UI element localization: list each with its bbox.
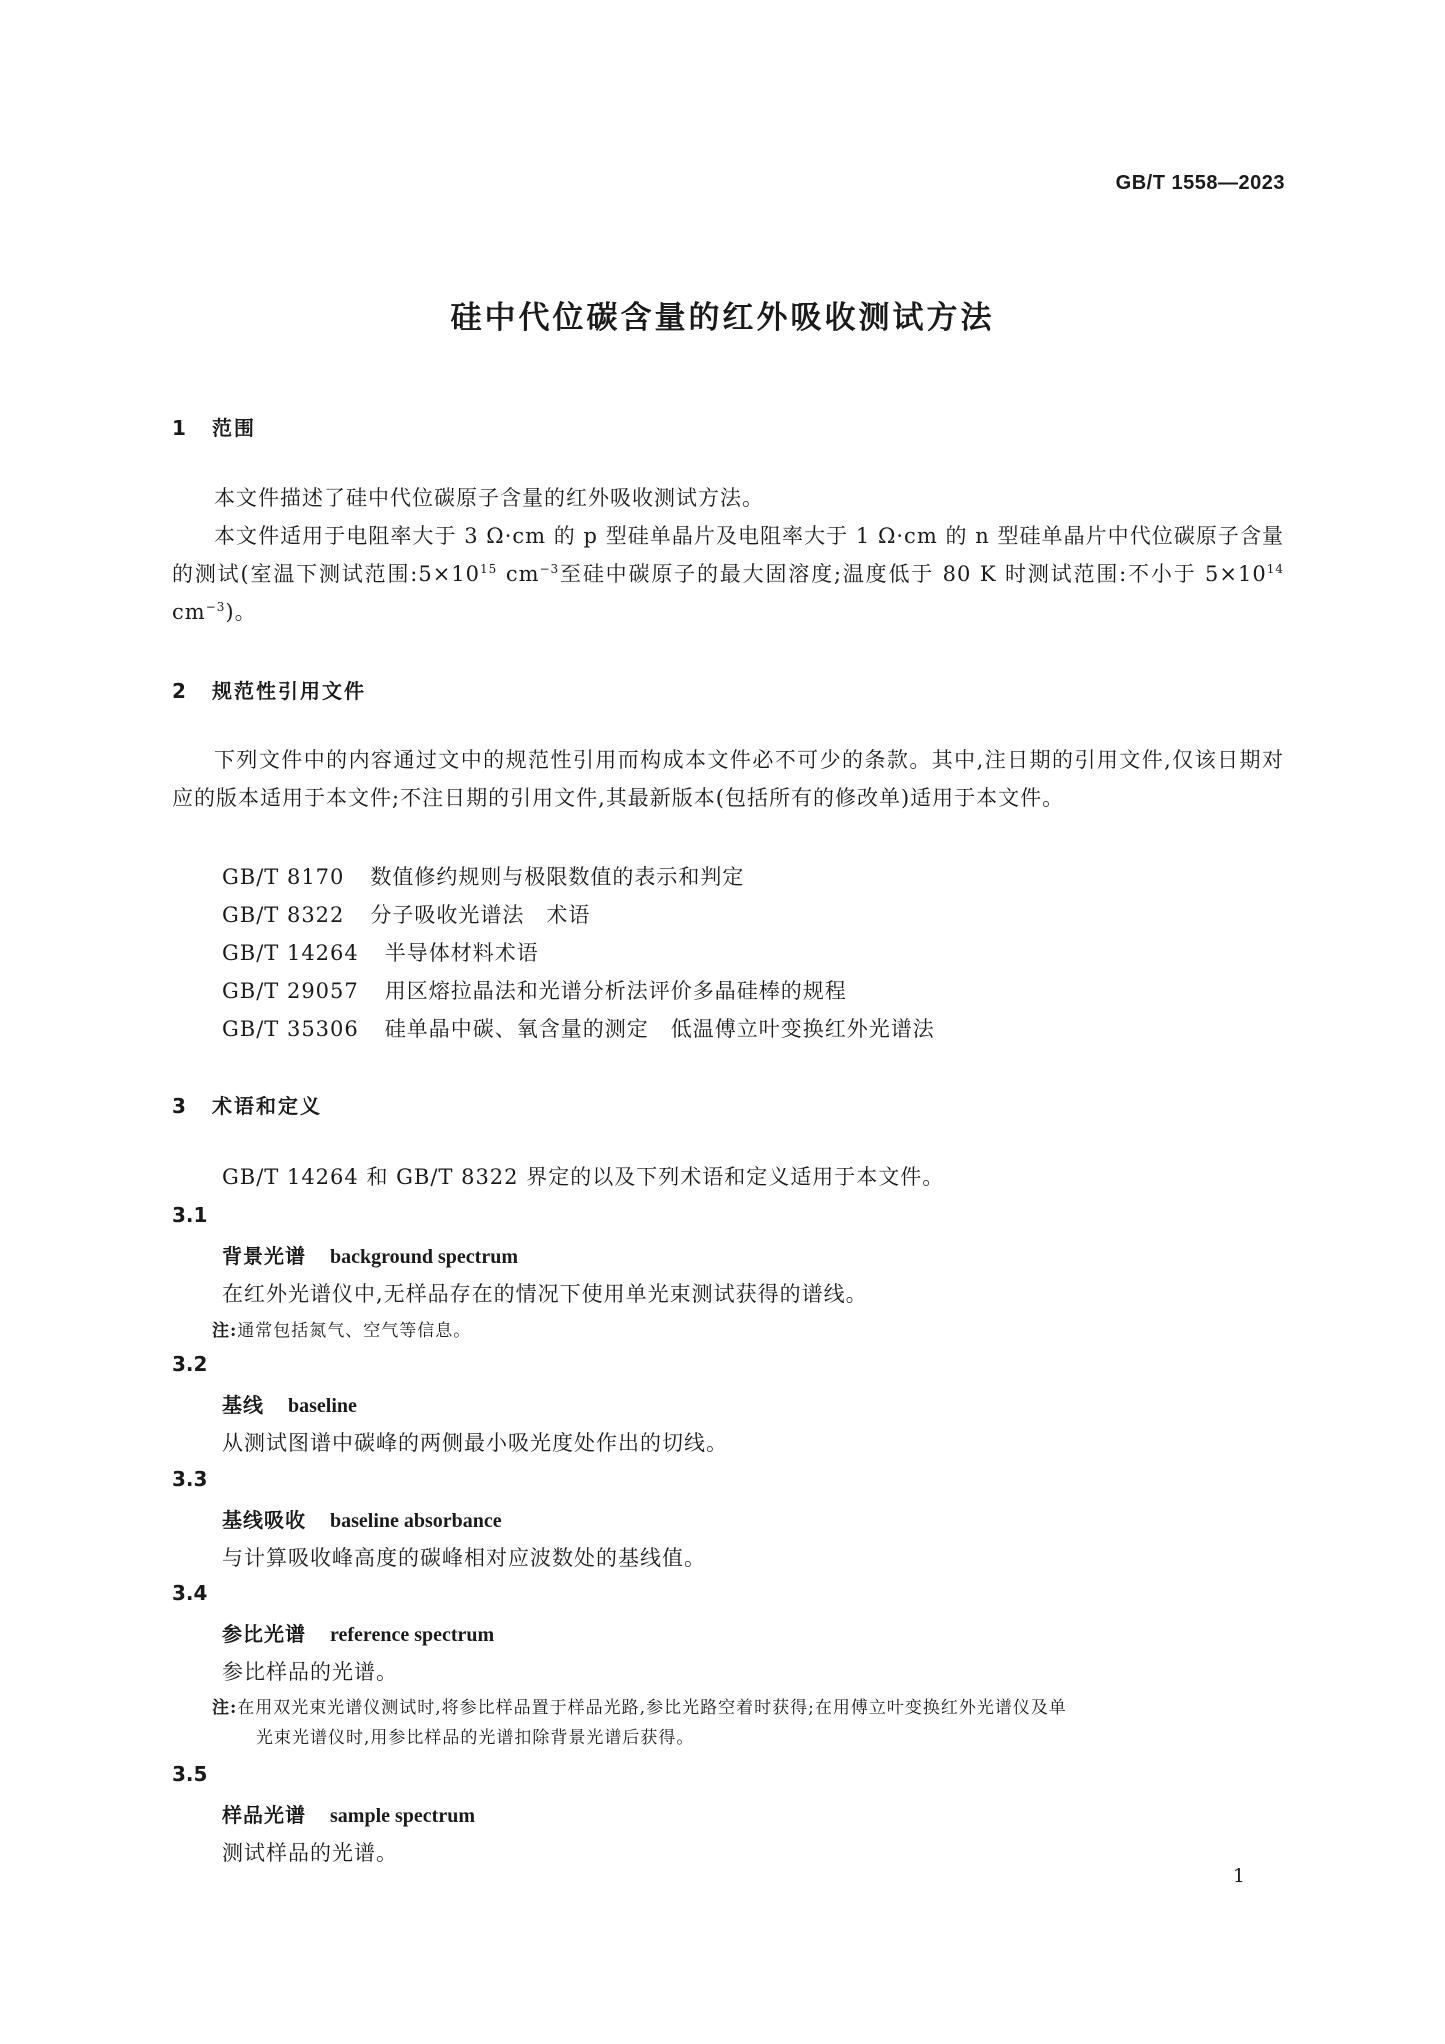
reference-item: GB/T 14264 半导体材料术语 bbox=[222, 941, 539, 965]
term-definition: 与计算吸收峰高度的碳峰相对应波数处的基线值。 bbox=[222, 1546, 706, 1570]
term-number: 3.3 bbox=[172, 1467, 208, 1491]
term-heading: 样品光谱 sample spectrum bbox=[222, 1803, 475, 1827]
section-3-heading bbox=[172, 1090, 322, 1119]
term-definition: 测试样品的光谱。 bbox=[222, 1841, 398, 1865]
term-note: 注:在用双光束光谱仪测试时,将参比样品置于样品光路,参比光路空着时获得;在用傅立叶变换红外光谱仪及单 光束光谱仪时,用参比样品的光谱扣除背景光谱后获得。 bbox=[212, 1698, 1067, 1748]
standard-number: GB/T 1558—2023 bbox=[1115, 172, 1285, 194]
section-1-heading bbox=[172, 412, 256, 441]
paragraph: 下列文件中的内容通过文中的规范性引用而构成本文件必不可少的条款。其中,注日期的引用文件,仅该日期对应的版本适用于本文件;不注日期的引用文件,其最新版本(包括所有的修改单)适用于本文件。 bbox=[172, 748, 1284, 810]
term-number: 3.5 bbox=[172, 1762, 208, 1786]
term-definition: 从测试图谱中碳峰的两侧最小吸光度处作出的切线。 bbox=[222, 1431, 728, 1455]
page-number: 1 bbox=[1232, 1865, 1245, 1887]
section-title: 规范性引用文件 bbox=[212, 679, 366, 703]
section-3-intro: GB/T 14264 和 GB/T 8322 界定的以及下列术语和定义适用于本文件。 bbox=[222, 1165, 945, 1189]
term-heading: 基线吸收 baseline absorbance bbox=[222, 1508, 502, 1532]
term-heading: 参比光谱 reference spectrum bbox=[222, 1622, 495, 1646]
term-number: 3.2 bbox=[172, 1352, 208, 1376]
section-1-body bbox=[172, 479, 1284, 631]
reference-item: GB/T 8170 数值修约规则与极限数值的表示和判定 bbox=[222, 865, 745, 889]
paragraph: 本文件描述了硅中代位碳原子含量的红外吸收测试方法。 bbox=[214, 486, 764, 510]
paragraph: 本文件适用于电阻率大于 3 Ω·cm 的 p 型硅单晶片及电阻率大于 1 Ω·cm 的 n 型硅单晶片中代位碳原子含量的测试(室温下测试范围$:5\times 10^{15}$ $cm^{-3}$至硅中碳原子的最大固溶度;温度低于 80 K 时测试范围:不小于 $5\times 10^{14}$ $cm^{-3}$)。 bbox=[172, 524, 1284, 624]
term-heading: 背景光谱 background spectrum bbox=[222, 1244, 518, 1268]
section-2-heading bbox=[172, 675, 366, 704]
reference-item: GB/T 29057 用区熔拉晶法和光谱分析法评价多晶硅棒的规程 bbox=[222, 979, 847, 1003]
section-title: 术语和定义 bbox=[212, 1094, 322, 1118]
term-definition: 在红外光谱仪中,无样品存在的情况下使用单光束测试获得的谱线。 bbox=[222, 1282, 868, 1306]
term-note: 注:通常包括氮气、空气等信息。 bbox=[212, 1321, 472, 1341]
term-definition: 参比样品的光谱。 bbox=[222, 1660, 398, 1684]
reference-item: GB/T 8322 分子吸收光谱法 术语 bbox=[222, 903, 591, 927]
section-number: 3 bbox=[172, 1094, 188, 1118]
term-heading: 基线 baseline bbox=[222, 1393, 357, 1417]
section-title: 范围 bbox=[212, 416, 256, 440]
term-number: 3.4 bbox=[172, 1581, 208, 1605]
reference-item: GB/T 35306 硅单晶中碳、氧含量的测定 低温傅立叶变换红外光谱法 bbox=[222, 1017, 935, 1041]
section-number: 2 bbox=[172, 679, 188, 703]
term-number: 3.1 bbox=[172, 1203, 208, 1227]
section-number: 1 bbox=[172, 416, 188, 440]
document-title: 硅中代位碳含量的红外吸收测试方法 bbox=[450, 300, 995, 336]
section-2-intro bbox=[172, 741, 1284, 817]
